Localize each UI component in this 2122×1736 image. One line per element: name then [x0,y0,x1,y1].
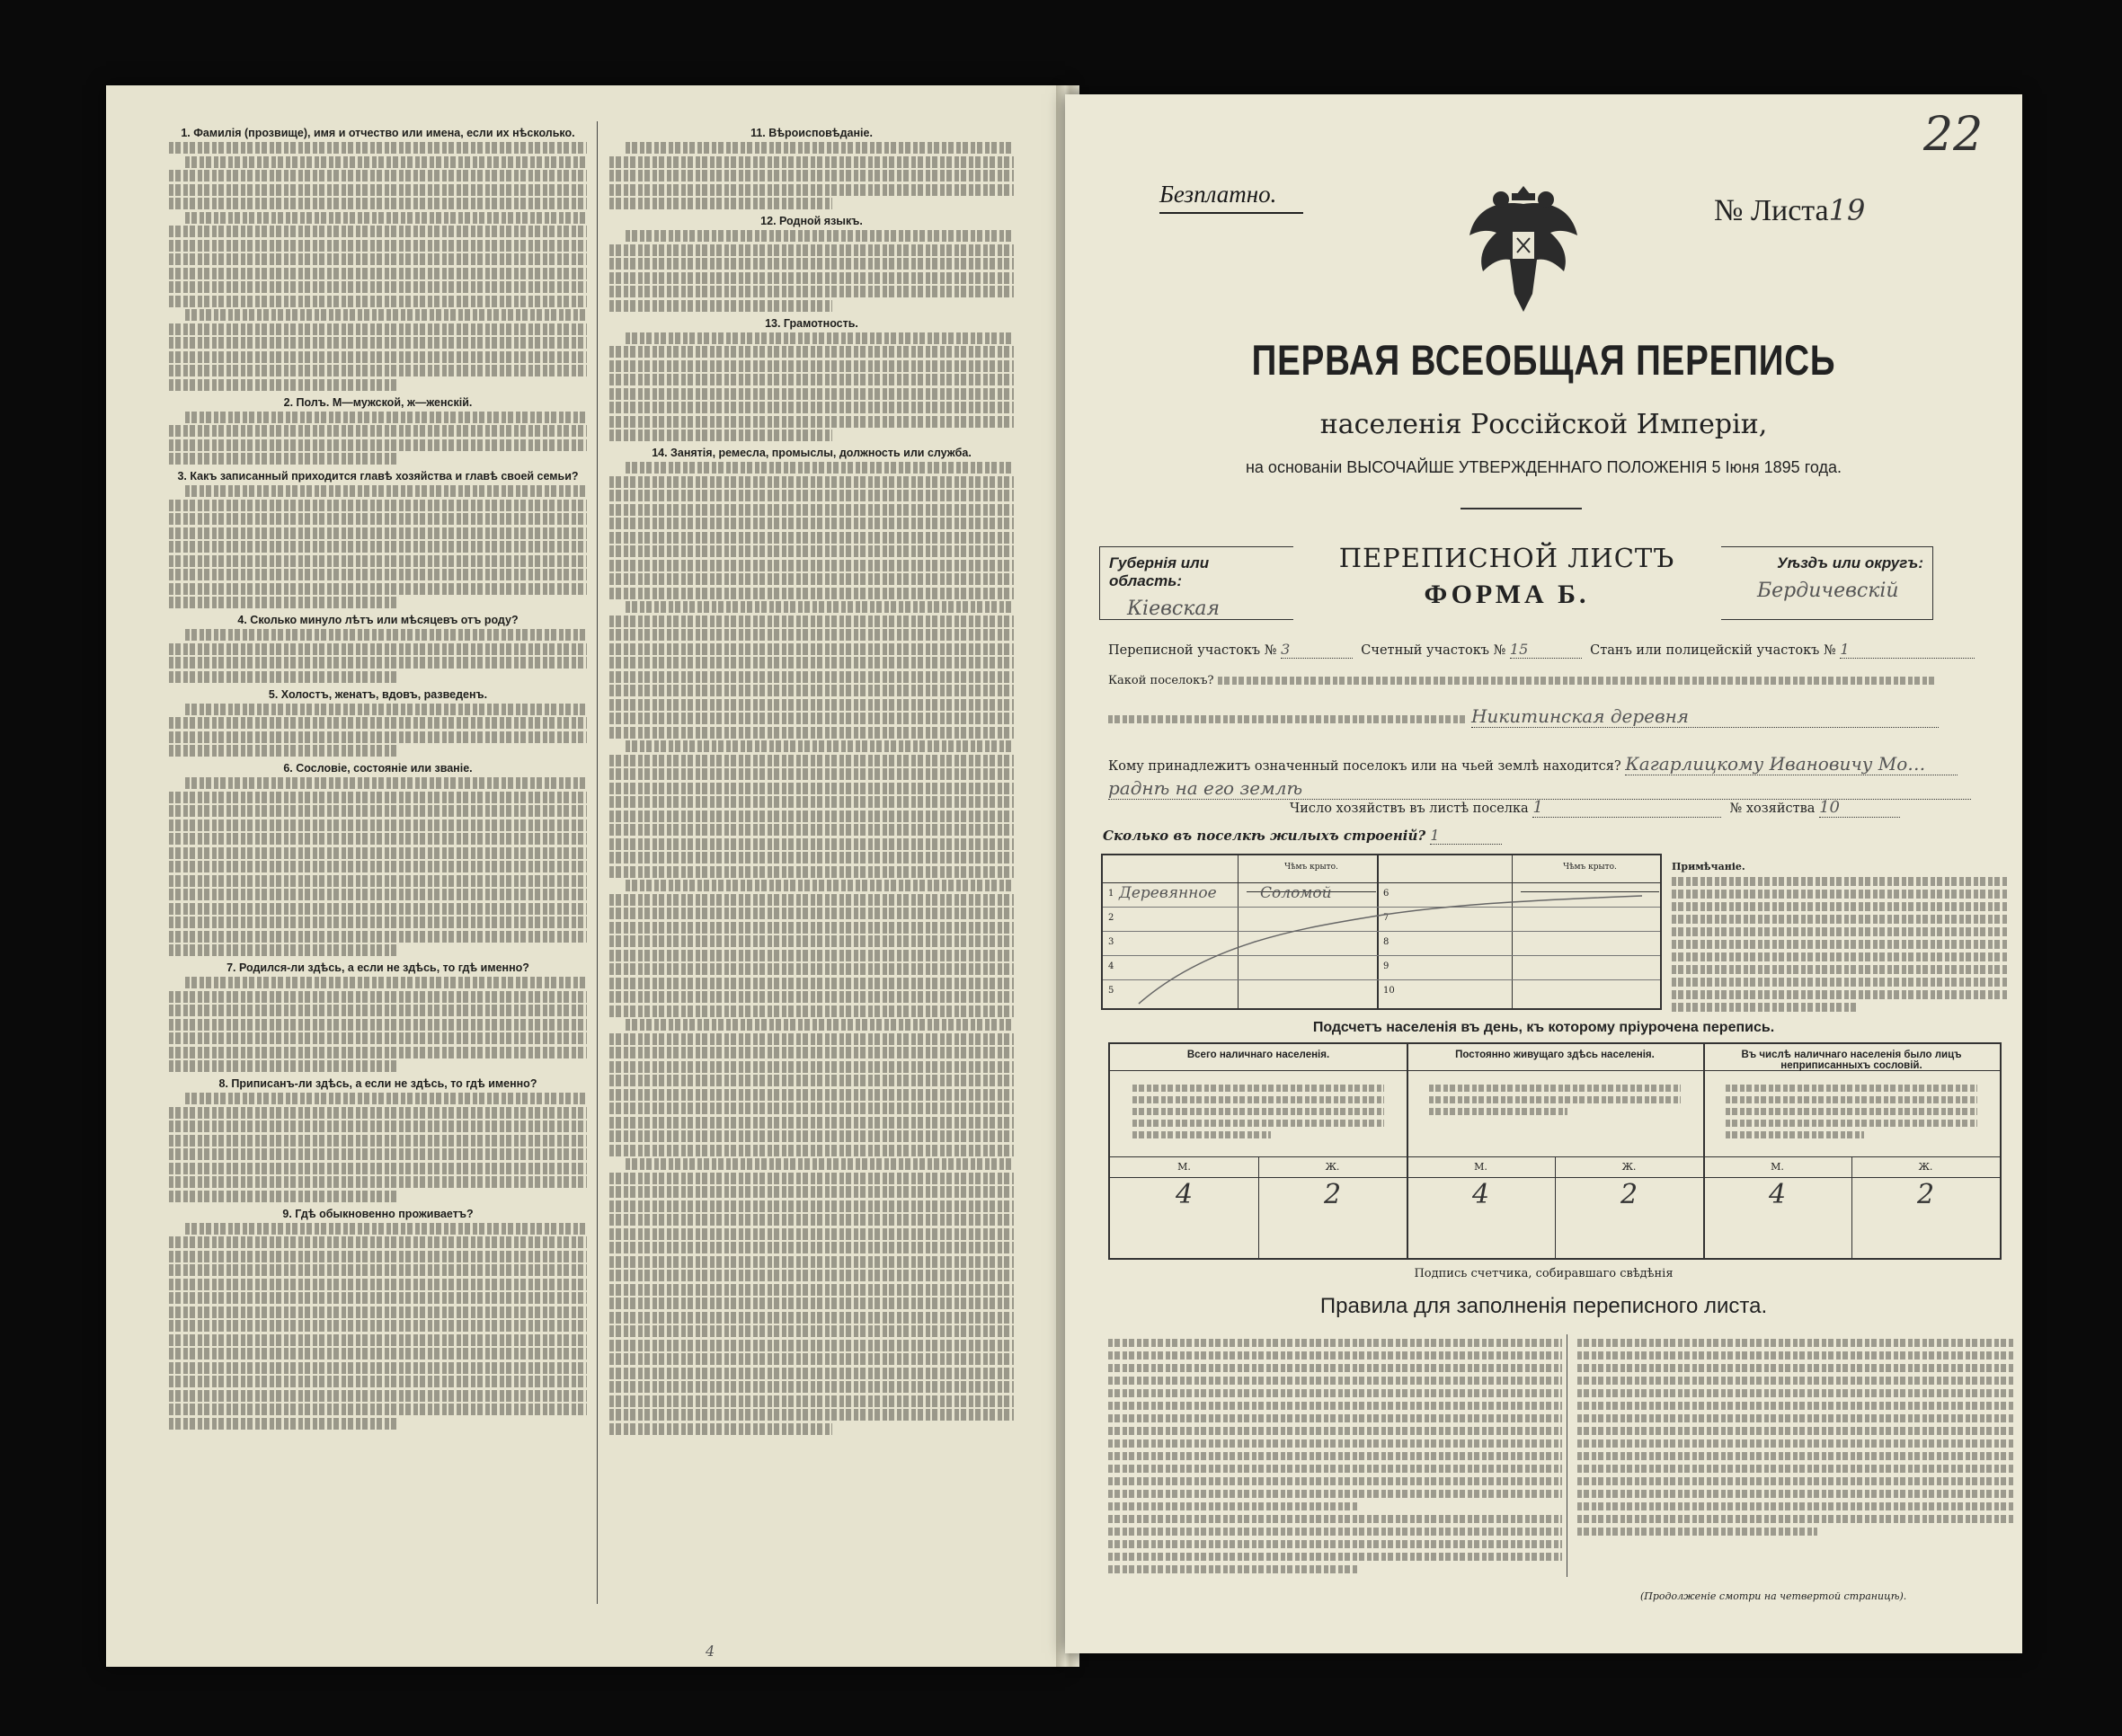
note-label: Примѣчаніе. [1672,861,1745,872]
rules-title: Правила для заполненія переписного листа. [1319,1294,1768,1318]
section-heading: 1. Фамилія (прозвище), имя и отчество или имена, если их нѣсколько. [181,127,575,139]
male-count: 4 [1175,1179,1194,1210]
rules-column-2 [1577,1334,2013,1540]
uezd-label: Уѣздъ или округъ: [1777,554,1923,571]
settlement-label: Какой поселокъ? [1108,674,1214,687]
building-roof-value: Соломой [1260,884,1332,902]
buildings-label: Сколько въ поселкѣ жилыхъ строеній? [1103,828,1426,844]
settlement-value: Никитинская деревня [1471,705,1939,728]
count-district-label: Счетный участокъ № [1361,643,1506,658]
female-count: 2 [1916,1179,1935,1210]
free-label: Безплатно. [1159,181,1277,208]
male-label: М. [1771,1161,1784,1173]
strike-through-mark [1103,855,1660,1008]
building-type-value: Деревянное [1119,884,1217,902]
owner-label: Кому принадлежитъ означенный поселокъ или на чьей землѣ находится? [1108,759,1621,774]
households-value: 1 [1532,798,1721,818]
population-count-title: Подсчетъ населенія въ день, къ которому пріурочена перепись. [1312,1020,1775,1035]
gubernia-box [1099,546,1293,620]
population-column-total [1110,1044,1407,1258]
section-heading: 8. Приписанъ-ли здѣсь, а если не здѣсь, то гдѣ именно? [218,1077,537,1090]
stan-label: Станъ или полицейскій участокъ № [1590,643,1836,658]
female-count: 2 [1323,1179,1342,1210]
male-label: М. [1177,1161,1191,1173]
form-label: ФОРМА Б. [1424,580,1590,609]
male-label: М. [1474,1161,1487,1173]
households-row [1290,798,1900,818]
female-label: Ж. [1621,1161,1637,1173]
section-heading: 5. Холостъ, женатъ, вдовъ, разведенъ. [268,687,488,701]
population-column-unregistered [1703,1044,2000,1258]
population-table [1108,1042,2002,1260]
gubernia-label: Губернія или область: [1109,554,1210,589]
female-label: Ж. [1325,1161,1340,1173]
households-label: Число хозяйствъ въ листѣ поселка [1290,802,1529,816]
owner-value-2: раднѣ на его землѣ [1108,777,1971,800]
buildings-table: Чѣмъ крыто. Чѣмъ крыто. 1 2 3 4 5 6 7 8 9 10 Деревянное Соломой [1101,854,1662,1010]
section-heading: 3. Какъ записанный приходится главѣ хозяйства и главѣ своей семьи? [177,470,579,483]
census-district-label: Переписной участокъ № [1108,643,1277,658]
female-label: Ж. [1918,1161,1933,1173]
page-title: ПЕРВАЯ ВСЕОБЩАЯ ПЕРЕПИСЬ [1251,336,1836,384]
male-count: 4 [1768,1179,1787,1210]
sheet-number-field [1714,193,1865,228]
buildings-table-head: Чѣмъ крыто. [1521,855,1659,892]
section-heading: 11. Вѣроисповѣданіе. [750,127,873,139]
instructions-column-2 [609,121,1014,1437]
double-headed-eagle-icon [1456,168,1591,325]
right-page-census-form [1065,94,2022,1653]
enumerator-signature-label: Подпись счетчика, собиравшаго свѣдѣнія [1414,1267,1674,1280]
census-district-value: 3 [1281,641,1353,659]
section-heading: 12. Родной языкъ. [760,215,863,227]
owner-row [1108,753,1958,775]
male-count: 4 [1471,1179,1490,1210]
section-heading: 6. Сословіе, состояніе или званіе. [283,762,473,775]
page-subtitle: населенія Россійской Имперіи, [1319,409,1768,440]
settlement-row-2 [1108,705,1939,728]
section-heading: 4. Сколько минуло лѣтъ или мѣсяцевъ отъ роду? [237,614,519,626]
settlement-row [1108,674,1937,687]
buildings-table-head: Чѣмъ крыто. [1247,855,1376,892]
instructions-column-1 [169,121,587,1431]
buildings-row [1103,827,1502,845]
district-row [1108,641,1975,659]
section-heading: 13. Грамотность. [765,316,858,330]
section-heading: 2. Полъ. М—мужской, ж—женскій. [283,395,473,409]
owner-row-2 [1108,777,1971,800]
stan-value: 1 [1840,641,1975,659]
rules-column-1 [1108,1334,1562,1578]
free-underline [1159,212,1303,214]
note-block [1672,856,2009,1015]
count-district-value: 15 [1510,641,1582,659]
population-column-title: Постоянно живущаго здѣсь населенія. [1407,1044,1703,1071]
page-number: 4 [706,1643,715,1660]
uezd-box [1721,546,1933,620]
section-heading: 7. Родился-ли здѣсь, а если не здѣсь, то гдѣ именно? [226,961,529,974]
owner-value: Кагарлицкому Ивановичу Мо… [1625,753,1958,775]
sheet-number-handwritten: 22 [1923,108,1984,162]
population-column-title: Въ числѣ наличнаго населенія было лицъ неприписанныхъ сословій. [1703,1044,2000,1071]
gubernia-value: Кіевская [1127,598,1221,620]
buildings-value: 1 [1430,827,1502,845]
divider [1461,508,1582,509]
section-heading: 14. Занятія, ремесла, промыслы, должность или служба. [652,447,972,459]
sheet-number-value: 19 [1828,193,1866,227]
household-number-label: № хозяйства [1729,802,1816,816]
uezd-value: Бердичевскій [1757,580,1899,602]
section-heading: 9. Гдѣ обыкновенно проживаетъ? [282,1207,474,1220]
population-column-title: Всего наличнаго населенія. [1110,1044,1407,1071]
sheet-number-label: № Листа [1714,194,1829,227]
female-count: 2 [1620,1179,1638,1210]
household-number-value: 10 [1819,798,1900,818]
population-column-permanent [1407,1044,1703,1258]
sheet-title: ПЕРЕПИСНОЙ ЛИСТЪ [1338,543,1675,573]
legal-basis: на основаніи ВЫСОЧАЙШЕ УТВЕРЖДЕННАГО ПОЛОЖЕНІЯ 5 Іюня 1895 года. [1245,458,1842,476]
rules-continued-note: (Продолженіе смотри на четвертой страницѣ). [1640,1590,1907,1602]
left-page-instructions [106,85,1065,1667]
